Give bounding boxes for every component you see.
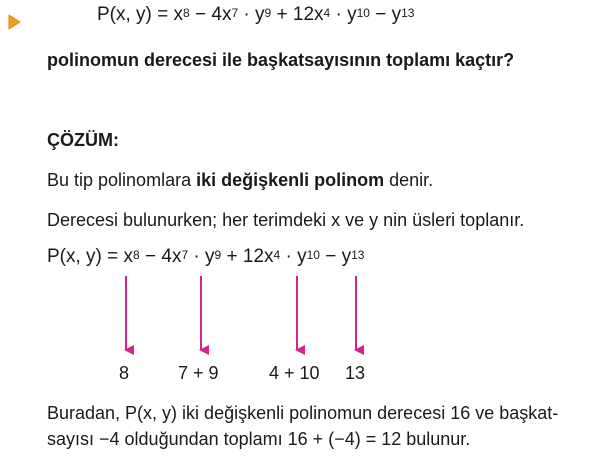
poly-term-5: · y xyxy=(330,4,357,25)
poly-term-6: − y xyxy=(369,4,402,25)
explanation-line-1-after: denir. xyxy=(384,170,434,190)
explanation-line-1-bold: iki değişkenli polinom xyxy=(196,170,385,190)
poly2-exp-4: 4 xyxy=(273,248,281,262)
poly-exp-4: 4 xyxy=(323,6,331,20)
conclusion-line-1: Buradan, P(x, y) iki değişkenli polinomun derecesi 16 ve başkat- xyxy=(47,403,559,423)
poly2-exp-3: 9 xyxy=(214,248,222,262)
poly2-term-5: · y xyxy=(280,246,307,267)
poly-exp-1: 8 xyxy=(183,6,190,20)
poly2-exp-6: 13 xyxy=(351,248,365,262)
explanation-line-2: Derecesi bulunurken; her terimdeki x ve y nin üsleri toplanır. xyxy=(47,210,525,230)
poly2-term-3: · y xyxy=(188,246,215,267)
poly2-exp-5: 10 xyxy=(306,248,320,262)
explanation-line-1-before: Bu tip polinomlara xyxy=(47,170,197,190)
poly-term-4: + 12x xyxy=(271,4,324,25)
poly-term-3: · y xyxy=(238,4,265,25)
degree-label-2: 7 + 9 xyxy=(178,363,219,383)
poly-exp-5: 10 xyxy=(356,6,370,20)
poly-lhs: P(x, y) = x xyxy=(97,4,184,25)
question-text: polinomun derecesi ile başkatsayısının toplamı kaçtır? xyxy=(47,50,515,70)
poly2-lhs: P(x, y) = x xyxy=(47,246,134,267)
poly-term-2: − 4x xyxy=(189,4,232,25)
poly-exp-2: 7 xyxy=(231,6,239,20)
conclusion-line-2: sayısı −4 olduğundan toplamı 16 + (−4) = 12 bulunur. xyxy=(47,429,471,449)
solution-heading: ÇÖZÜM: xyxy=(47,130,119,150)
poly-exp-3: 9 xyxy=(264,6,272,20)
poly2-term-2: − 4x xyxy=(139,246,182,267)
degree-label-4: 13 xyxy=(345,363,366,383)
poly-exp-6: 13 xyxy=(401,6,415,20)
poly2-term-4: + 12x xyxy=(221,246,274,267)
poly2-term-6: − y xyxy=(319,246,352,267)
degree-label-1: 8 xyxy=(119,363,130,383)
poly2-exp-1: 8 xyxy=(133,248,140,262)
degree-label-3: 4 + 10 xyxy=(269,363,320,383)
poly2-exp-2: 7 xyxy=(181,248,189,262)
